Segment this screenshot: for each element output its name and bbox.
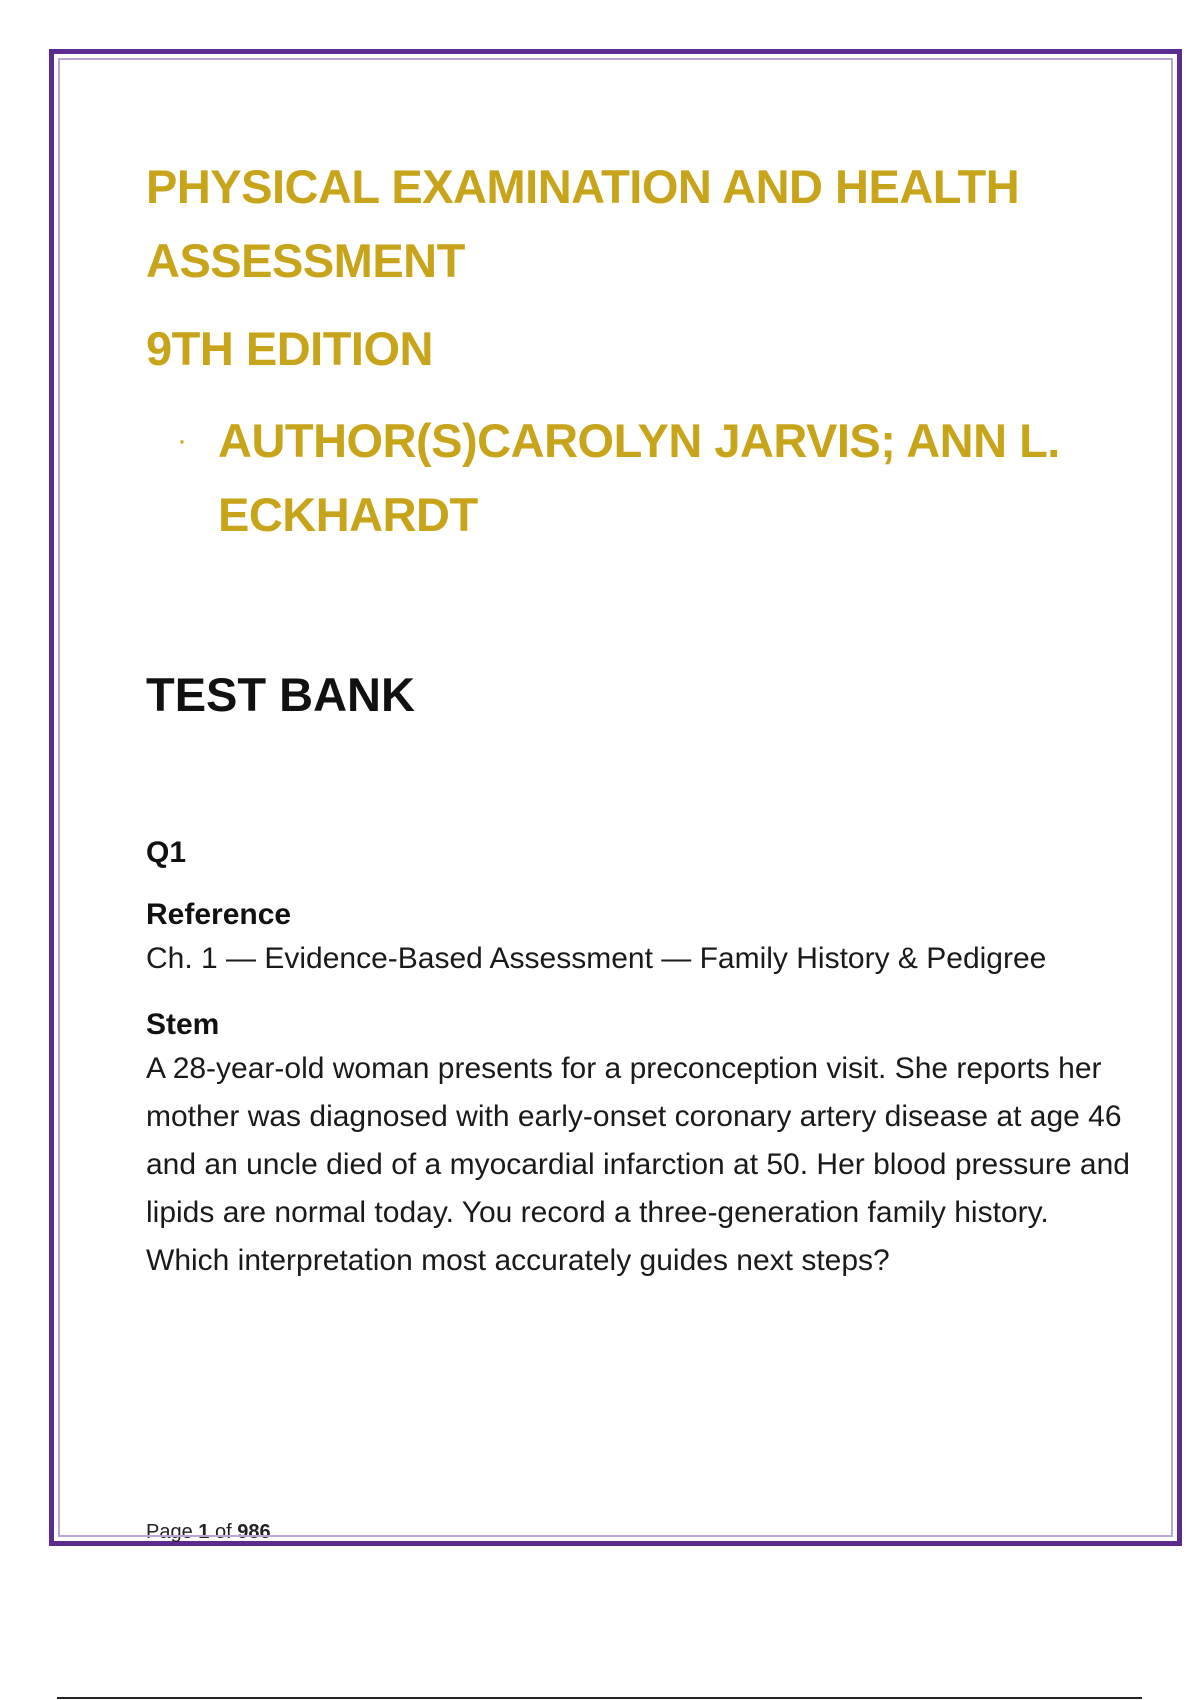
total-page-count: 986 [237, 1521, 271, 1543]
question-number: Q1 [146, 836, 187, 869]
bottom-divider [57, 1697, 1142, 1699]
bullet-icon: · [177, 424, 187, 457]
stem-label: Stem [146, 1008, 220, 1041]
reference-label: Reference [146, 898, 292, 931]
page-frame [49, 49, 1182, 1546]
stem-text: A 28-year-old woman presents for a preconception visit. She reports her mother was diagnosed with early-onset coronary artery disease at age 46 and an uncle died of a myocardial infarction at 50. Her blood pressure and lipids are normal today. You record a three-generation family history. Which interpretation most accurately guides next steps? [146, 1052, 1130, 1277]
current-page-number: 1 [198, 1521, 210, 1543]
question-block [146, 833, 1136, 1285]
book-authors: AUTHOR(S)CAROLYN JARVIS; ANN L. ECKHARDT [218, 414, 1060, 541]
book-edition: 9TH EDITION [146, 322, 433, 375]
of-word: of [214, 1521, 232, 1543]
authors-list-item [146, 404, 1136, 552]
page-content [146, 150, 1136, 1285]
book-title: PHYSICAL EXAMINATION AND HEALTH ASSESSMENT [146, 160, 1020, 287]
reference-text: Ch. 1 — Evidence-Based Assessment — Family History & Pedigree [146, 942, 1047, 975]
page-footer [146, 1519, 271, 1545]
section-title: TEST BANK [146, 668, 415, 721]
page-word: Page [146, 1521, 193, 1543]
